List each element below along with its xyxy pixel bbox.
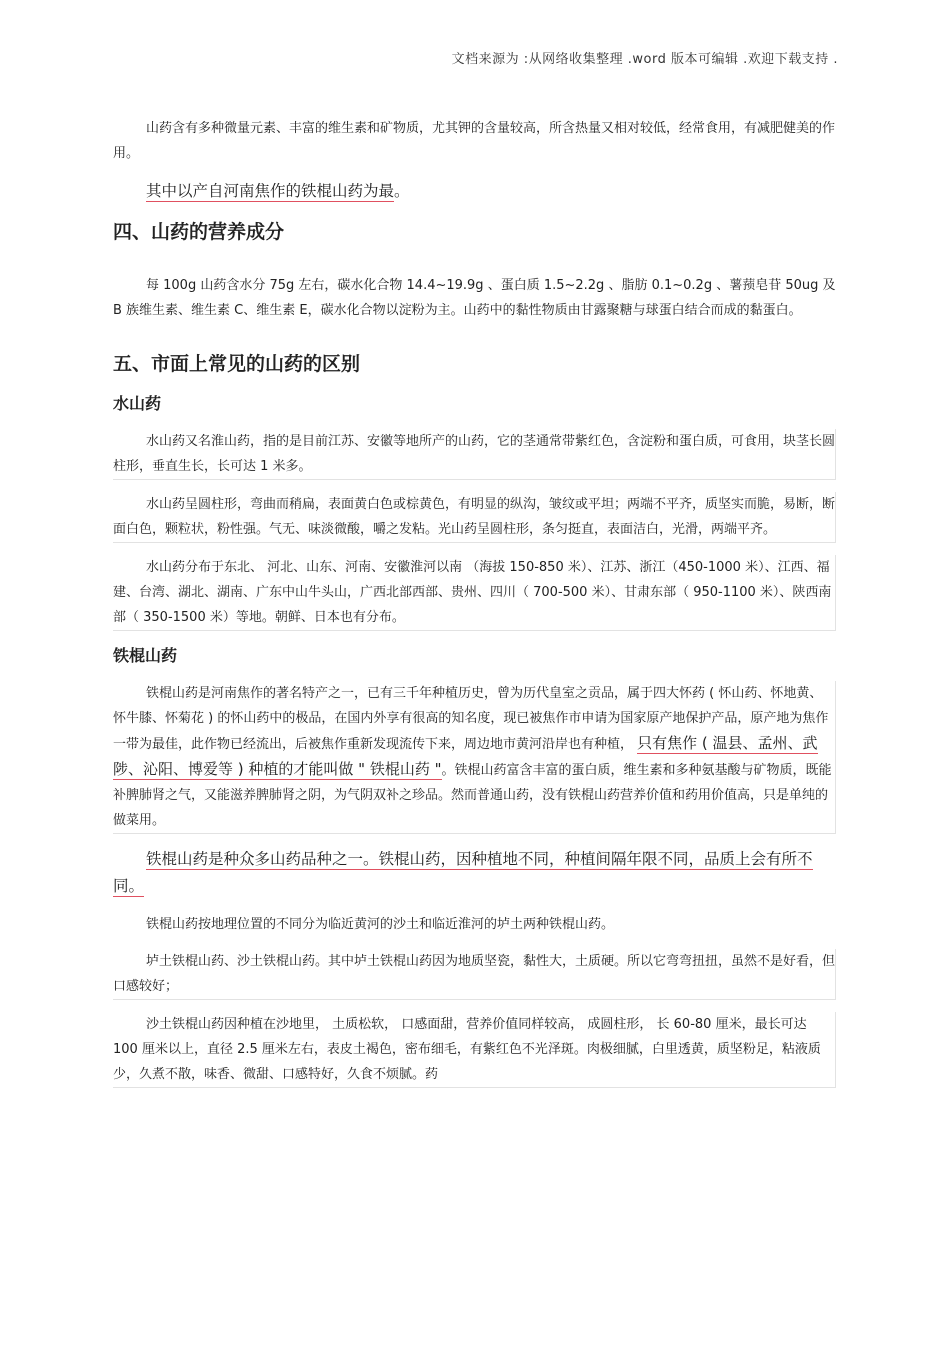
paragraph-water-yam-intro: 水山药又名淮山药，指的是目前江苏、安徽等地所产的山药，它的茎通常带紫红色，含淀粉和蛋白质，可食用，块茎长圆柱形，垂直生长，长可达 1 米多。 bbox=[113, 429, 836, 480]
paragraph-tail: 。 bbox=[394, 182, 410, 200]
paragraph-iron-yam-start: 铁棍山药是河南焦作的著名特产之一，已有三千年种植历史，曾为历代皇室之贡品，属于四大怀药 ( 怀山药、怀地黄、怀牛膝、怀菊花 ) 的怀山药中的极品，在国内外享有很高的知名度，现已被焦作市申请为国家原产地保护产品，原产地为焦作一带为最佳，此作物已经流出，后被焦作重新发现流传下来，周边地市黄河沿岸也有种植， bbox=[113, 686, 829, 752]
underlined-text: 铁棍山药是种众多山药品种之一。铁棍山药，因种植地不同，种植间隔年限不同，品质上会有所不同。 bbox=[113, 850, 813, 895]
document-body bbox=[113, 116, 836, 1088]
paragraph-iron-yam-soil: 铁棍山药按地理位置的不同分为临近黄河的沙土和临近淮河的垆土两种铁棍山药。 bbox=[146, 917, 615, 932]
paragraph-loam-yam: 垆土铁棍山药、沙土铁棍山药。其中垆土铁棍山药因为地质坚瓷，黏性大，土质硬。所以它弯弯扭扭，虽然不是好看，但口感较好； bbox=[113, 949, 836, 1000]
underlined-text: 其中以产自河南焦作的铁棍山药为最 bbox=[146, 182, 395, 200]
paragraph-weight-loss: 山药含有多种微量元素、丰富的维生素和矿物质，尤其钾的含量较高，所含热量又相对较低，经常食用，有减肥健美的作用。 bbox=[113, 121, 836, 161]
paragraph-iron-yam-intro bbox=[113, 681, 836, 834]
subheading-water-yam: 水山药 bbox=[113, 394, 162, 413]
paragraph-sand-yam: 沙土铁棍山药因种植在沙地里， 土质松软， 口感面甜，营养价值同样较高， 成圆柱形， 长 60-80 厘米，最长可达 100 厘米以上，直径 2.5 厘米左右，表皮土褐色，密布细毛，有紫红色不光泽斑。肉极细腻，白里透黄，质坚粉足，粘液质少，久煮不散，味香、微甜、口感特好，久食不烦腻。药 bbox=[113, 1012, 836, 1088]
paragraph-water-yam-distribution: 水山药分布于东北、 河北、山东、河南、安徽淮河以南 （海拔 150-850 米）、江苏、浙江（450-1000 米）、江西、福建、台湾、湖北、湖南、广东中山牛头山，广西北部西部、贵州、四川（ 700-500 米）、甘肃东部（ 950-1100 米）、陕西南部（ 350-1500 米）等地。朝鲜、日本也有分布。 bbox=[113, 555, 836, 631]
paragraph-iron-yam-variety bbox=[113, 846, 836, 900]
subheading-iron-yam: 铁棍山药 bbox=[113, 646, 178, 665]
section-heading-nutrition: 四、山药的营养成分 bbox=[113, 221, 285, 243]
paragraph-iron-yam-end: 。铁棍山药富含丰富的蛋白质，维生素和多种氨基酸与矿物质，既能补脾肺肾之气，又能滋养脾肺肾之阴，为气阴双补之珍品。然而普通山药，没有铁棍山药营养价值和药用价值高，只是单纯的做菜用。 bbox=[113, 763, 832, 828]
paragraph-nutrition: 每 100g 山药含水分 75g 左右，碳水化合物 14.4~19.9g 、蛋白质 1.5~2.2g 、脂肪 0.1~0.2g 、薯蓣皂苷 50ug 及 B 族维生素、维生素 C、维生素 E，碳水化合物以淀粉为主。山药中的黏性物质由甘露聚糖与球蛋白结合而成的黏蛋白。 bbox=[113, 278, 836, 318]
paragraph-best-origin bbox=[113, 178, 836, 205]
page-header: 文档来源为 :从网络收集整理 .word 版本可编辑 .欢迎下载支持 . bbox=[451, 52, 838, 67]
paragraph-water-yam-appearance: 水山药呈圆柱形，弯曲而稍扁，表面黄白色或棕黄色，有明显的纵沟，皱纹或平坦；两端不平齐，质坚实而脆，易断，断面白色，颗粒状，粉性强。气无、味淡微酸，嚼之发粘。光山药呈圆柱形，条匀挺直，表面洁白，光滑，两端平齐。 bbox=[113, 492, 836, 543]
section-heading-differences: 五、市面上常见的山药的区别 bbox=[113, 353, 361, 375]
underlined-text: 只有焦作 ( 温县、孟州、武陟、沁阳、博爱等 ) 种植的才能叫做 " 铁棍山药 " bbox=[113, 734, 818, 778]
